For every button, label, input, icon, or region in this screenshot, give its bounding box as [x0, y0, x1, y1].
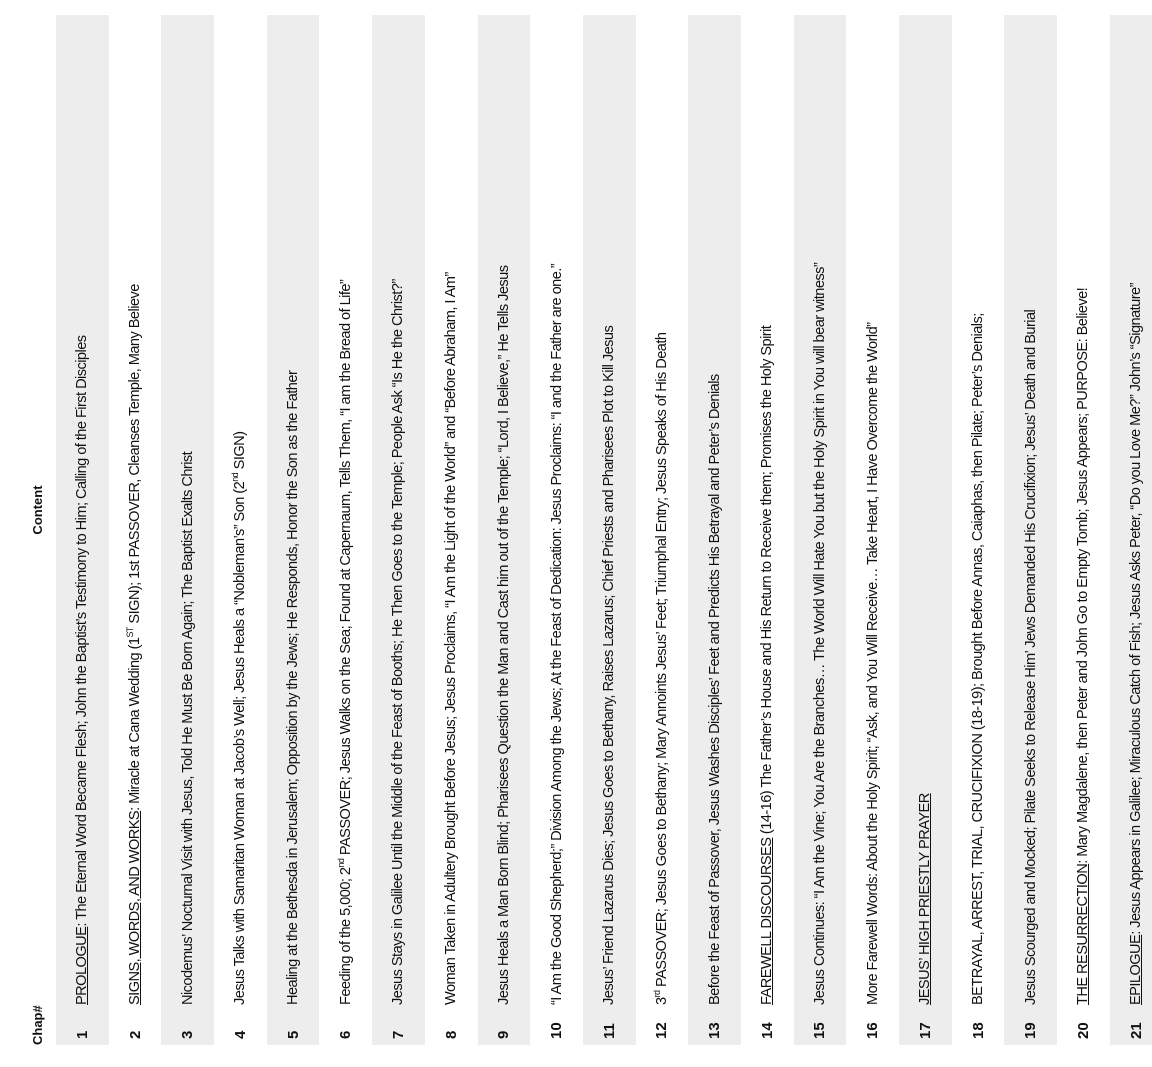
content-text: Jesus Continues: “I Am the Vine; You Are the Branches… The World Will Hate You but the Holy Spirit in You will bear witness” — [811, 262, 828, 1005]
table-body — [56, 15, 1152, 1045]
content-text: Healing at the Bethesda in Jerusalem; Opposition by the Jews; He Responds, Honor the Son as the Father — [285, 370, 302, 1005]
chapter-content — [109, 15, 162, 1005]
chapter-number: 7 — [372, 1005, 425, 1045]
ordinal-suffix: nd — [335, 858, 346, 868]
content-text: 3 — [653, 997, 670, 1005]
table-row — [899, 15, 952, 1045]
chapter-number: 4 — [231, 1030, 249, 1039]
table-row — [1057, 15, 1110, 1045]
chapter-content — [267, 15, 320, 1005]
content-text: : Miracle at Cana Wedding (1 — [127, 637, 144, 811]
chapter-content — [1110, 15, 1152, 1005]
content-text: Woman Taken in Adultery Brought Before Jesus; Jesus Proclaims, “I Am the Light of the World” and “Before Abraham, I Am” — [443, 272, 460, 1005]
content-text: Feeding of the 5,000; 2 — [337, 867, 354, 1005]
table-row — [846, 15, 899, 1045]
content-text: More Farewell Words: About the Holy Spirit; “Ask, and You Will Receive… Take Heart, I Have Overcome the World” — [864, 322, 881, 1005]
table-row — [267, 15, 320, 1045]
chapter-content — [688, 15, 741, 1005]
section-heading: SIGNS, WORDS, AND WORKS — [127, 810, 144, 1005]
chapter-number: 5 — [267, 1005, 320, 1045]
chapter-number: 13 — [688, 1005, 741, 1045]
chapter-number: 12 — [653, 1022, 671, 1039]
table-row — [688, 15, 741, 1045]
chapter-content — [1057, 15, 1110, 1005]
table-row — [214, 15, 267, 1045]
content-text: BETRAYAL, ARREST, TRIAL, CRUCIFIXION (18-19); Brought Before Annas, Caiaphas, then Pilate; Peter’s Denials; — [970, 313, 987, 1005]
chapter-content — [899, 15, 952, 1005]
table-row — [478, 15, 531, 1045]
content-header: Content — [29, 485, 45, 535]
content-text: “I Am the Good Shepherd;” Division Among the Jews; At the Feast of Dedication: Jesus Proclaims: “I and the Father are one.” — [548, 263, 565, 1005]
chapter-number: 8 — [442, 1030, 460, 1039]
chapter-content — [478, 15, 531, 1005]
chapter-number: 14 — [758, 1022, 776, 1039]
header-row — [18, 15, 56, 1045]
chapter-table — [18, 15, 1152, 1045]
content-text: SIGN) — [232, 431, 249, 473]
chapter-number: 10 — [548, 1022, 566, 1039]
chapter-header: Chap# — [29, 1005, 45, 1045]
section-heading: FAREWELL DISCOURSES — [759, 837, 776, 1005]
chapter-content — [846, 15, 899, 1005]
chapter-content — [794, 15, 847, 1005]
chapter-content — [741, 15, 794, 1005]
chapter-content — [425, 15, 478, 1005]
table-row — [952, 15, 1005, 1045]
content-text: SIGN); 1st PASSOVER, Cleanses Temple, Many Believe — [127, 284, 144, 628]
chapter-number: 2 — [126, 1030, 144, 1039]
chapter-number: 18 — [969, 1022, 987, 1039]
chapter-number: 6 — [337, 1030, 355, 1039]
ordinal-suffix: rd — [652, 990, 663, 998]
content-text: PASSOVER; Jesus Goes to Bethany; Mary Annoints Jesus’ Feet; Triumphal Entry; Jesus Speaks of His Death — [653, 332, 670, 991]
chapter-content — [56, 15, 109, 1005]
chapter-content — [636, 15, 689, 1005]
chapter-content — [583, 15, 636, 1005]
table-row — [794, 15, 847, 1045]
content-text: Jesus Heals a Man Born Blind; Pharisees Question the Man and Cast him out of the Temple; “Lord, I Believe,” He Tells Jesus — [495, 265, 512, 1005]
table-row — [636, 15, 689, 1045]
table-row — [56, 15, 109, 1045]
chapter-number: 11 — [583, 1005, 636, 1045]
table-row — [161, 15, 214, 1045]
chapter-number: 3 — [161, 1005, 214, 1045]
chapter-number: 21 — [1110, 1005, 1152, 1045]
section-heading: JESUS’ HIGH PRIESTLY PRAYER — [917, 793, 934, 1005]
content-text: Jesus Scourged and Mocked; Pilate Seeks to Release Him’ Jews Demanded His Crucifixion; Jesus’ Death and Burial — [1022, 309, 1039, 1005]
table-row — [425, 15, 478, 1045]
table-row — [530, 15, 583, 1045]
chapter-number: 9 — [478, 1005, 531, 1045]
content-text: Before the Feast of Passover, Jesus Washes Disciples’ Feet and Predicts His Betrayal and Peter’s Denials — [706, 374, 723, 1005]
table-row — [319, 15, 372, 1045]
table-row — [741, 15, 794, 1045]
content-text: Jesus Stays in Galilee Until the Middle of the Feast of Booths; He Then Goes to the Temple; People Ask “Is He the Christ?” — [390, 279, 407, 1005]
section-heading: EPILOGUE — [1128, 934, 1145, 1005]
chapter-number: 19 — [1004, 1005, 1057, 1045]
content-text: Jesus’ Friend Lazarus Dies; Jesus Goes to Bethany, Raises Lazarus; Chief Priests and Pharisees Plot to Kill Jesus — [601, 325, 618, 1005]
ordinal-suffix: nd — [230, 472, 241, 482]
table-row — [372, 15, 425, 1045]
content-text: Nicodemus’ Nocturnal Visit with Jesus, Told He Must Be Born Again; The Baptist Exalts Christ — [179, 451, 196, 1005]
chapter-number: 20 — [1074, 1022, 1092, 1039]
chapter-content — [1004, 15, 1057, 1005]
chapter-content — [530, 15, 583, 1005]
content-text: : Jesus Appears in Galilee; Miraculous Catch of Fish; Jesus Asks Peter, “Do you Love Me?” John’s “Signature” — [1128, 283, 1145, 935]
table-row — [1004, 15, 1057, 1045]
content-text: : Mary Magdalene, then Peter and John Go to Empty Tomb; Jesus Appears; PURPOSE: Believe! — [1075, 287, 1092, 864]
chapter-content — [214, 15, 267, 1005]
content-text: (14-16) The Father’s House and His Return to Receive them; Promises the Holy Spirit — [759, 325, 776, 838]
chapter-content — [319, 15, 372, 1005]
section-heading: PROLOGUE — [74, 926, 91, 1005]
chapter-content — [952, 15, 1005, 1005]
table-row — [1110, 15, 1152, 1045]
ordinal-suffix: ST — [125, 627, 136, 638]
content-text: : The Eternal Word Became Flesh; John the Baptist’s Testimony to Him; Calling of the First Disciples — [74, 335, 91, 927]
section-heading: THE RESURRECTION — [1075, 863, 1092, 1005]
content-text: PASSOVER; Jesus Walks on the Sea; Found at Capernaum, Tells Them, “I am the Bread of Life” — [337, 279, 354, 859]
table-row — [109, 15, 162, 1045]
content-text: Jesus Talks with Samaritan Woman at Jacob’s Well; Jesus Heals a “Nobleman’s” Son (2 — [232, 481, 249, 1005]
chapter-number: 15 — [794, 1005, 847, 1045]
chapter-number: 17 — [899, 1005, 952, 1045]
chapter-content — [372, 15, 425, 1005]
table-row — [583, 15, 636, 1045]
chapter-number: 16 — [864, 1022, 882, 1039]
chapter-number: 1 — [56, 1005, 109, 1045]
chapter-content — [161, 15, 214, 1005]
